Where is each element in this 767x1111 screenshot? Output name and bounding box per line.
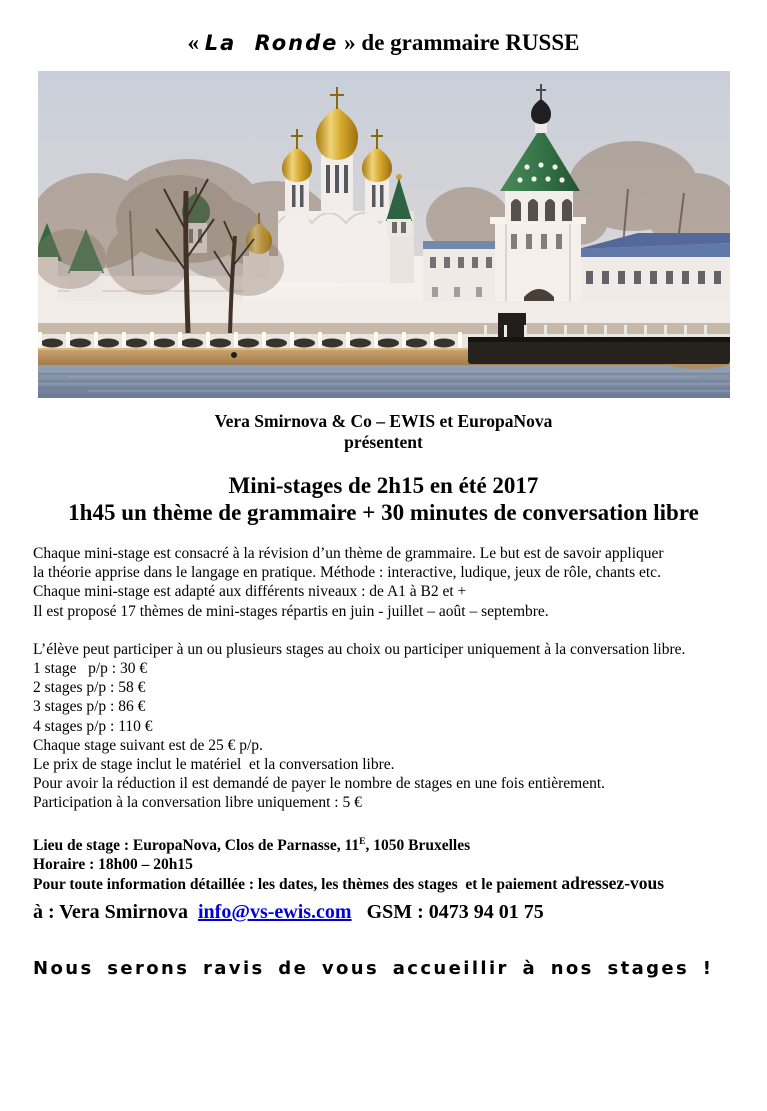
main-heading: [0, 472, 767, 526]
pricing-paragraph: [33, 640, 734, 813]
intro-line: la théorie apprise dans le langage en pratique. Méthode : interactive, ludique, jeux de rôle, chants etc.: [33, 564, 661, 582]
page-title: [0, 30, 767, 56]
pricing-line: 2 stages p/p : 58 €: [33, 679, 146, 697]
pricing-line: 1 stage p/p : 30 €: [33, 660, 148, 678]
details-line: [33, 874, 734, 894]
monastery-photo: [38, 71, 730, 398]
pricing-line: Chaque stage suivant est de 25 € p/p.: [33, 736, 263, 754]
contact-suffix: GSM : 0473 94 01 75: [351, 901, 544, 924]
pricing-line: L’élève peut participer à un ou plusieurs stages au choix ou participer uniquement à la conversation libre.: [33, 640, 686, 658]
location-line: [33, 832, 734, 855]
heading-line1: Mini-stages de 2h15 en été 2017: [228, 473, 539, 498]
contact-prefix: à : Vera Smirnova: [33, 901, 198, 924]
heading-line2: 1h45 un thème de grammaire + 30 minutes de conversation libre: [68, 500, 699, 525]
pricing-line: Pour avoir la réduction il est demandé de payer le nombre de stages en une fois entièrement.: [33, 775, 606, 793]
title-rest: de grammaire RUSSE: [355, 30, 580, 55]
details-emphasis: adressez-vous: [561, 873, 665, 894]
email-link[interactable]: info@vs-ewis.com: [198, 901, 352, 924]
pricing-line: 3 stages p/p : 86 €: [33, 698, 146, 716]
details-prefix: Pour toute information détaillée : les dates, les thèmes des stages et le paiement: [33, 876, 562, 894]
contact-line: [33, 901, 734, 924]
location-prefix: Lieu de stage : EuropaNova, Clos de Parnasse, 11: [33, 836, 360, 854]
pricing-line: Le prix de stage inclut le matériel et la conversation libre.: [33, 756, 395, 774]
footer-message: Nous serons ravis de vous accueillir à nos stages !: [33, 958, 714, 980]
presenter-block: [0, 411, 767, 453]
schedule-line: Horaire : 18h00 – 20h15: [33, 856, 193, 873]
presenter-line2: présentent: [344, 432, 423, 452]
river: [38, 365, 730, 398]
title-close-quote: »: [338, 30, 356, 55]
flyer-page: [0, 30, 767, 1111]
practical-info: [33, 832, 734, 895]
intro-line: Il est proposé 17 thèmes de mini-stages répartis en juin - juillet – août – septembre.: [33, 602, 549, 620]
title-open-quote: «: [187, 30, 205, 55]
intro-paragraph: [33, 544, 734, 621]
pricing-line: 4 stages p/p : 110 €: [33, 717, 153, 735]
location-suffix: , 1050 Bruxelles: [365, 836, 471, 854]
intro-line: Chaque mini-stage est adapté aux différents niveaux : de A1 à B2 et +: [33, 583, 467, 601]
location-superscript: E: [359, 835, 366, 847]
pricing-line: Participation à la conversation libre uniquement : 5 €: [33, 794, 362, 812]
presenter-line1: Vera Smirnova & Co – EWIS et EuropaNova: [214, 411, 553, 431]
intro-line: Chaque mini-stage est consacré à la révision d’un thème de grammaire. Le but est de savoir appliquer: [33, 545, 664, 562]
title-script-name: La Ronde: [204, 31, 339, 55]
